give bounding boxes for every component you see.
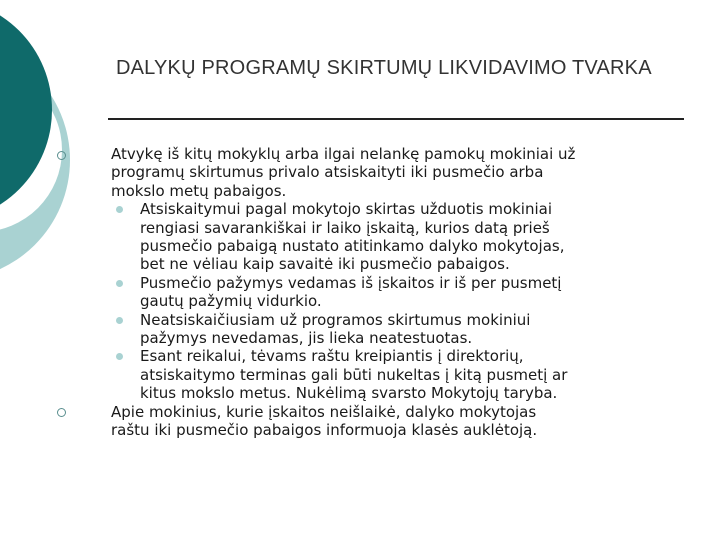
- sub-bullet-dot-icon: [116, 206, 123, 213]
- sub-bullet-text-line: bet ne vėliau kaip savaitė iki pusmečio pabaigos.: [140, 255, 510, 274]
- bullet-text-line: Atvykę iš kitų mokyklų arba ilgai nelankę pamokų mokiniai už: [111, 145, 576, 163]
- sub-bullet-text-line: atsiskaitymo terminas gali būti nukeltas į kitą pusmetį ar: [140, 365, 568, 384]
- slide-title: DALYKŲ PROGRAMŲ SKIRTUMŲ LIKVIDAVIMO TVARKA: [116, 57, 652, 79]
- bullet-ring-icon: [57, 408, 66, 417]
- sub-bullet-dot-icon: [116, 280, 123, 287]
- bullet-text-line: Apie mokinius, kurie įskaitos neišlaikė, dalyko mokytojas: [111, 402, 537, 421]
- sub-bullet-text-line: pažymys nevedamas, jis lieka neatestuotas.: [140, 329, 473, 347]
- sub-bullet-text-line: rengiasi savarankiškai ir laiko įskaitą, kurios datą prieš: [140, 218, 550, 237]
- sub-bullet-text-line: Esant reikalui, tėvams raštu kreipiantis į direktorių,: [140, 347, 524, 366]
- bullet-text-line: raštu iki pusmečio pabaigos informuoja klasės auklėtoją.: [111, 421, 538, 439]
- sub-bullet-text-line: pusmečio pabaigą nustato atitinkamo dalyko mokytojas,: [140, 237, 565, 255]
- sub-bullet-text-line: gautų pažymių vidurkio.: [140, 292, 322, 311]
- sub-bullet-text-line: Neatsiskaičiusiam už programos skirtumus mokiniui: [140, 310, 531, 329]
- sub-bullet-text-line: kitus mokslo metus. Nukėlimą svarsto Mokytojų taryba.: [140, 384, 558, 403]
- bullet-ring-icon: [57, 151, 66, 160]
- sub-bullet-dot-icon: [116, 353, 123, 360]
- bullet-text-line: programų skirtumus privalo atsiskaityti iki pusmečio arba: [111, 163, 544, 182]
- sub-bullet-text-line: Atsiskaitymui pagal mokytojo skirtas užduotis mokiniai: [140, 200, 553, 219]
- sub-bullet-text-line: Pusmečio pažymys vedamas iš įskaitos ir iš per pusmetį: [140, 273, 562, 292]
- bullet-text-line: mokslo metų pabaigos.: [111, 181, 287, 200]
- sub-bullet-dot-icon: [116, 317, 123, 324]
